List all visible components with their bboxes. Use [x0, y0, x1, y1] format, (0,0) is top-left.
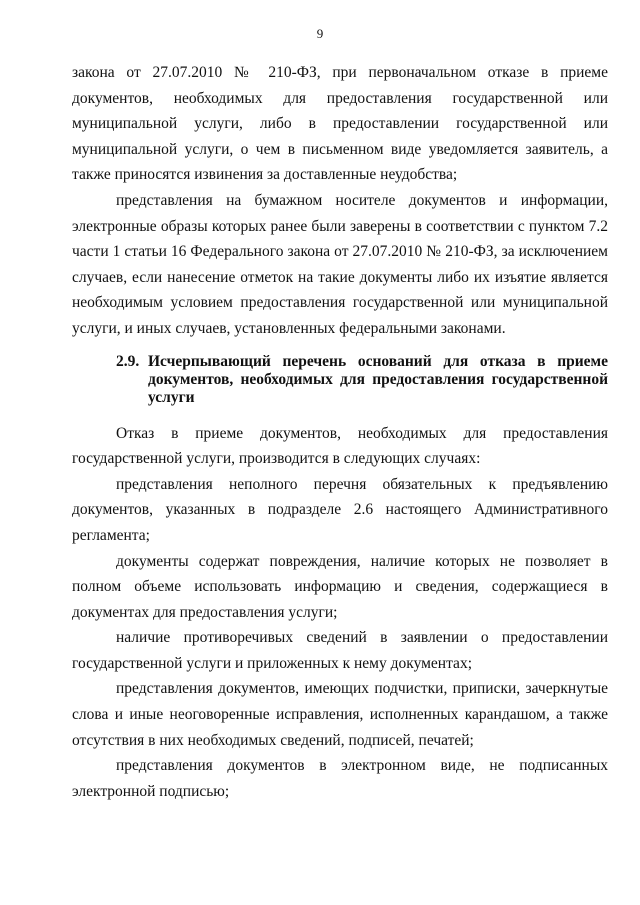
list-item: представления документов, имеющих подчистки, приписки, зачеркнутые слова и иные неоговоренные исправления, исполненных карандашом, а также отсутствия в них необходимых сведений, подписей, печатей;: [72, 680, 608, 749]
section-number: 2.9.: [116, 352, 140, 370]
page-number: 9: [316, 26, 324, 41]
document-body: [72, 60, 608, 804]
section-title: Исчерпывающий перечень оснований для отказа в приеме документов, необходимых для предоставления государственной услуги: [148, 352, 608, 406]
list-item: представления документов в электронном виде, не подписанных электронной подписью;: [72, 757, 608, 800]
paragraph: представления на бумажном носителе документов и информации, электронные образы которых ранее были заверены в соответствии с пунктом 7.2 части 1 статьи 16 Федерального закона от 27.07.2010 № 210-ФЗ, за исключением случаев, если нанесение отметок на такие документы либо их изъятие является необходимым условием предоставления государственной или муниципальной услуги, и иных случаев, установленных федеральными законами.: [72, 191, 608, 337]
paragraph: Отказ в приеме документов, необходимых для предоставления государственной услуги, производится в следующих случаях:: [72, 424, 608, 468]
list-item: наличие противоречивых сведений в заявлении о предоставлении государственной услуги и приложенных к нему документах;: [72, 629, 608, 672]
section-heading: [72, 353, 608, 407]
list-item: документы содержат повреждения, наличие которых не позволяет в полном объеме использовать информацию и сведения, содержащиеся в документах для предоставления услуги;: [72, 552, 608, 621]
list-item: представления неполного перечня обязательных к предъявлению документов, указанных в подразделе 2.6 настоящего Административного регламента;: [72, 475, 608, 544]
paragraph-continuation: закона от 27.07.2010 № 210-ФЗ, при первоначальном отказе в приеме документов, необходимых для предоставления государственной или муниципальной услуги, либо в предоставлении государственной или муниципальной услуги, о чем в письменном виде уведомляется заявитель, а также приносятся извинения за доставленные неудобства;: [72, 64, 608, 184]
